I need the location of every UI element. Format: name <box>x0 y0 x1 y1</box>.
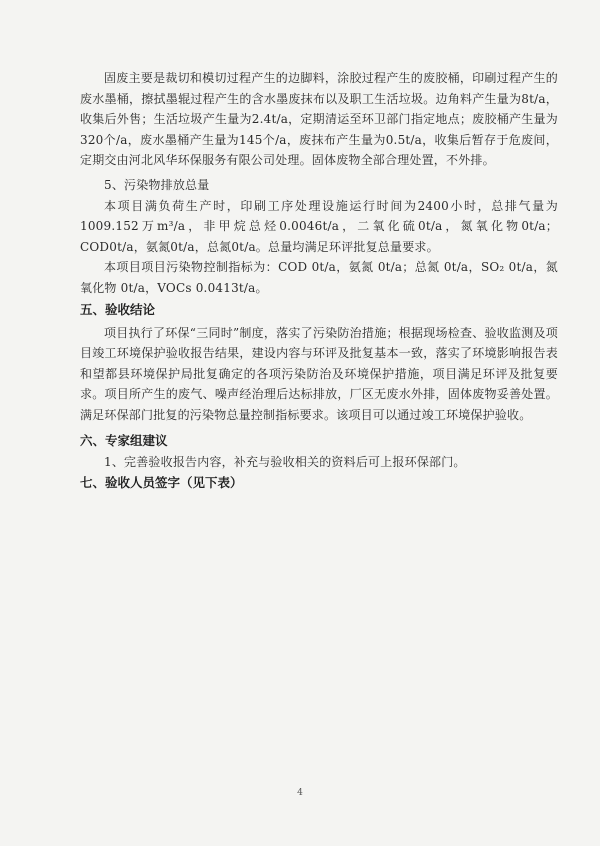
section-six-item-1: 1、完善验收报告内容，补充与验收相关的资料后可上报环保部门。 <box>104 454 466 469</box>
section-six-heading: 六、专家组建议 <box>80 432 168 448</box>
control-index-paragraph: 本项目项目污染物控制指标为：COD 0t/a，氨氮 0t/a；总氮 0t/a，SO₂ 0t/a，氮氧化物 0t/a，VOCs 0.0413t/a。 <box>80 260 558 295</box>
total-emission-paragraph: 本项目满负荷生产时，印刷工序处理设施运行时间为2400小时，总排气量为1009.152万m³/a，非甲烷总烃0.0046t/a，二氧化硫0t/a，氮氧化物0t/a；COD0t/a，氨氮0t/a，总氮0t/a。总量均满足环评批复总量要求。 <box>80 198 558 254</box>
section-five-body: 项目执行了环保“三同时”制度，落实了污染防治措施；根据现场检查、验收监测及项目竣工环境保护验收报告结果，建设内容与环评及批复基本一致，落实了环境影响报告表和望都县环境保护局批复确定的各项污染防治及环境保护措施，项目满足环评及批复要求。项目所产生的废气、噪声经治理后达标排放，厂区无废水外排，固体废物妥善处置。满足环保部门批复的污染物总量控制指标要求。该项目可以通过竣工环境保护验收。 <box>80 325 558 422</box>
solid-waste-paragraph: 固废主要是裁切和模切过程产生的边脚料，涂胶过程产生的废胶桶，印刷过程产生的废水墨桶，擦拭墨辊过程产生的含水墨废抹布以及职工生活垃圾。边角料产生量为8t/a，收集后外售；生活垃圾产生量为2.4t/a，定期清运至环卫部门指定地点；废胶桶产生量为320个/a，废水墨桶产生量为145个/a，废抹布产生量为0.5t/a，收集后暂存于危废间，定期交由河北风华环保服务有限公司处理。固体废物全部合理处置，不外排。 <box>80 71 558 168</box>
section-five-heading: 五、验收结论 <box>80 301 156 317</box>
section-5-title: 5、污染物排放总量 <box>104 177 210 192</box>
document-body <box>80 68 558 494</box>
section-seven-heading: 七、验收人员签字（见下表） <box>80 475 243 491</box>
page-number: 4 <box>297 788 303 798</box>
